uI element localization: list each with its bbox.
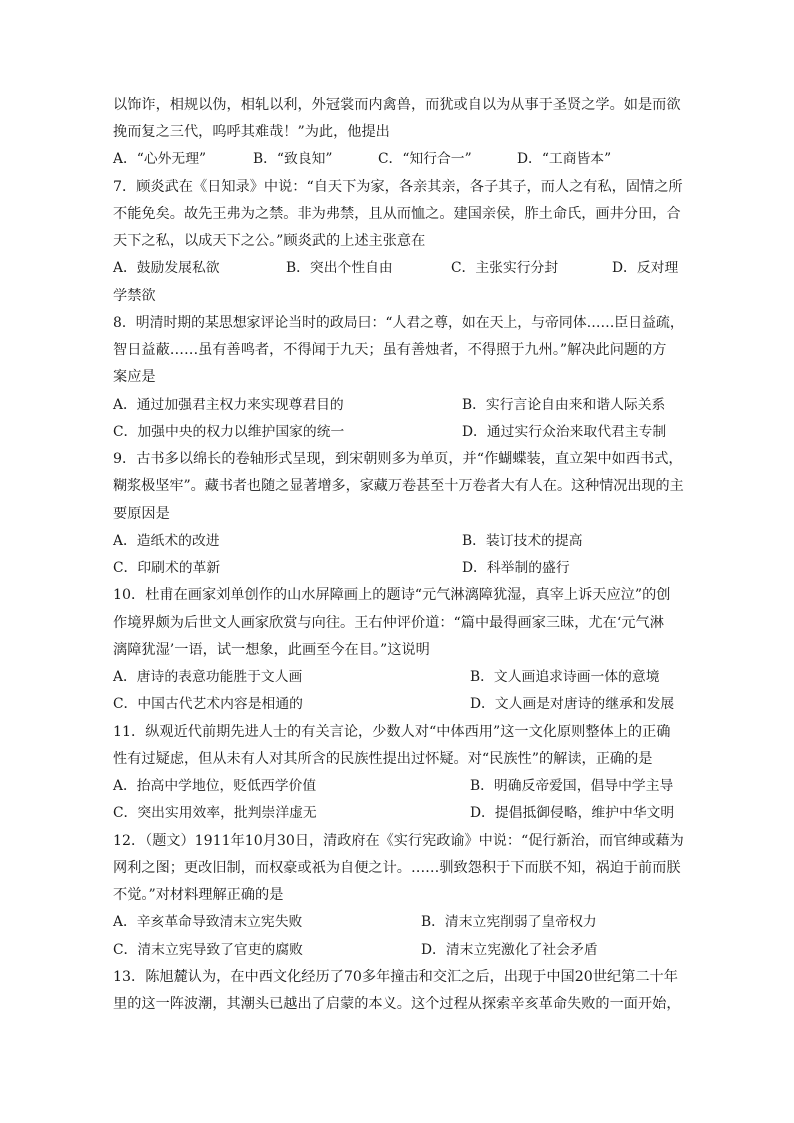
text-line: 学禁欲 — [113, 288, 156, 304]
option-b: B．装订技术的提高 — [462, 533, 583, 549]
option-a: A．“心外无理” — [113, 151, 207, 167]
option-c: C．突出实用效率，批判崇洋虚无 — [113, 805, 317, 821]
option-b: B．“致良知” — [253, 151, 333, 167]
option-d: D．清末立宪激化了社会矛盾 — [421, 942, 598, 958]
text-line: 智日益蔽……虽有善鸣者，不得闻于九天；虽有善烛者，不得照于九州。”解决此问题的方 — [113, 342, 667, 358]
option-d: D．通过实行众治来取代君主专制 — [462, 424, 667, 440]
option-c: C．“知行合一” — [378, 151, 472, 167]
text-line: 作境界颇为后世文人画家欣赏与向往。王右仲评价道：“篇中最得画家三昧，尤在‘元气淋 — [113, 615, 664, 631]
text-line: 案应是 — [113, 369, 156, 385]
text-line: 里的这一阵波潮，其潮头已越出了启蒙的本义。这个过程从探索辛亥革命失败的一面开始， — [113, 996, 681, 1012]
option-d: D．提倡抵御侵略，维护中华文明 — [470, 805, 675, 821]
option-b: B．明确反帝爱国，倡导中学主导 — [470, 778, 674, 794]
question-12: 12．（题文）1911年10月30日，清政府在《实行宪政谕》中说：“促行新治，而官绅或藉为 — [113, 833, 684, 849]
option-c: C．清末立宪导致了官吏的腐败 — [113, 942, 303, 958]
option-a: A．唐诗的表意功能胜于文人画 — [113, 669, 303, 685]
question-10: 10．杜甫在画家刘单创作的山水屏障画上的题诗“元气淋漓障犹湿，真宰上诉天应泣”的创 — [113, 587, 671, 603]
question-11: 11．纵观近代前期先进人士的有关言论，少数人对“中体西用”这一文化原则整体上的正确 — [113, 724, 671, 740]
text-line: 以饰诈，相规以伪，相轧以利，外冠裳而内禽兽，而犹或自以为从事于圣贤之学。如是而欲 — [113, 97, 681, 113]
option-d: D．文人画是对唐诗的继承和发展 — [470, 696, 675, 712]
text-line: 不觉。”对材料理解正确的是 — [113, 887, 284, 903]
option-c: C．加强中央的权力以维护国家的统一 — [113, 424, 345, 440]
text-line: 网利之图；更改旧制，而权豪或祇为自便之计。……驯致怨积于下而朕不知，祸迫于前而朕 — [113, 860, 681, 876]
option-a: A．辛亥革命导致清末立宪失败 — [113, 914, 303, 930]
option-b: B．文人画追求诗画一体的意境 — [470, 669, 660, 685]
option-b: B．清末立宪削弱了皇帝权力 — [421, 914, 597, 930]
text-line: 挽而复之三代，呜呼其难哉！”为此，他提出 — [113, 124, 390, 140]
text-line: 天下之私，以成天下之公。”顾炎武的上述主张意在 — [113, 233, 426, 249]
option-d: D．科举制的盛行 — [462, 560, 570, 576]
text-line: 糊浆极坚牢”。藏书者也随之显著增多，家藏万卷甚至十万卷者大有人在。这种情况出现的主 — [113, 478, 684, 494]
option-b: B．实行言论自由来和谐人际关系 — [462, 397, 666, 413]
question-7: 7．顾炎武在《日知录》中说：“自天下为家，各亲其亲，各子其子，而人之有私，固情之所 — [113, 179, 683, 195]
question-13: 13．陈旭麓认为，在中西文化经历了70多年撞击和交汇之后，出现于中国20世纪第二十年 — [113, 969, 678, 985]
text-line: 性有过疑虑，但从未有人对其所含的民族性提出过怀疑。对“民族性”的解读，正确的是 — [113, 751, 653, 767]
option-d: D．“工商皆本” — [517, 151, 612, 167]
option-d: D．反对理 — [612, 260, 679, 276]
text-line: 不能免矣。故先王弗为之禁。非为弗禁，且从而恤之。建国亲侯，胙土命氏，画井分田，合 — [113, 206, 681, 222]
option-c: C．中国古代艺术内容是相通的 — [113, 696, 303, 712]
question-9: 9．古书多以绵长的卷轴形式呈现，到宋朝则多为单页，并“作蝴蝶装，直立架中如西书式， — [113, 451, 683, 467]
option-a: A．造纸术的改进 — [113, 533, 220, 549]
option-c: C．主张实行分封 — [451, 260, 559, 276]
option-a: A．通过加强君主权力来实现尊君目的 — [113, 397, 344, 413]
option-a: A．抬高中学地位，贬低西学价值 — [113, 778, 317, 794]
text-line: 要原因是 — [113, 506, 170, 522]
option-c: C．印刷术的革新 — [113, 560, 221, 576]
question-8: 8．明清时期的某思想家评论当时的政局曰：“人君之尊，如在天上，与帝同体……臣日益疏， — [113, 315, 684, 331]
option-a: A．鼓励发展私欲 — [113, 260, 220, 276]
text-line: 漓障犹湿’一语，试一想象，此画至今在目。”这说明 — [113, 642, 430, 658]
option-b: B．突出个性自由 — [286, 260, 393, 276]
